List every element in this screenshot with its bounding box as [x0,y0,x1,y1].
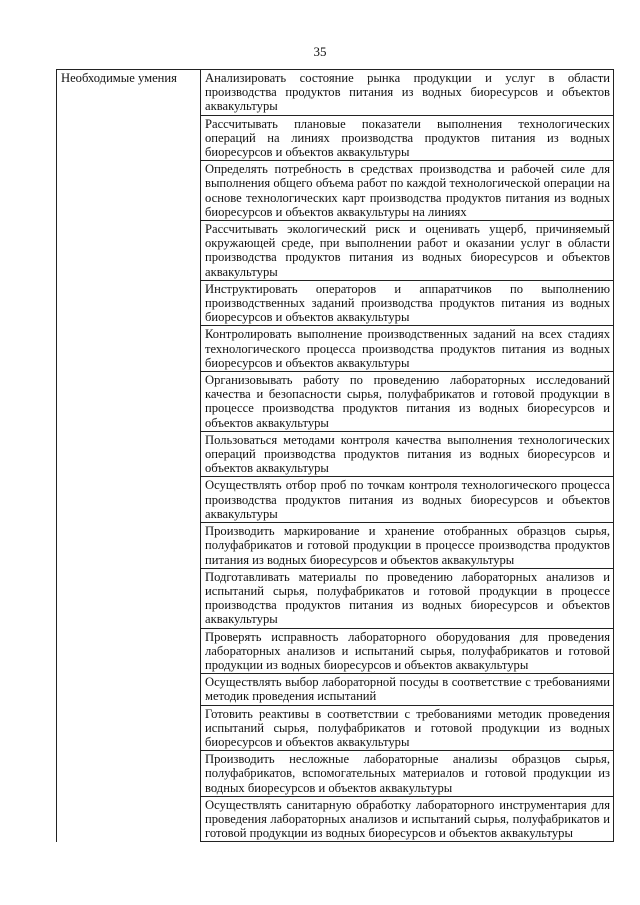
skills-table [56,69,614,842]
skill-item: Проверять исправность лабораторного оборудования для проведения лабораторных анализов и испытаний сырья, полуфабрикатов и готовой продукции из водных биоресурсов и объектов аквакультуры [201,628,614,674]
skill-item: Рассчитывать плановые показатели выполнения технологических операций на линиях производства продуктов питания из водных биоресурсов и объектов аквакультуры [201,115,614,161]
table-row [57,70,614,116]
skills-label-cell: Необходимые умения [57,70,201,842]
skill-item: Инструктировать операторов и аппаратчиков по выполнению производственных заданий производства продуктов питания из водных биоресурсов и объектов аквакультуры [201,280,614,326]
skill-item: Контролировать выполнение производственных заданий на всех стадиях технологического процесса производства продуктов питания из водных биоресурсов и объектов аквакультуры [201,326,614,372]
page-number: 35 [313,44,327,59]
skill-item: Подготавливать материалы по проведению лабораторных анализов и испытаний сырья, полуфабрикатов и готовой продукции в процессе производства продуктов питания из водных биоресурсов и объектов аквакультуры [201,568,614,628]
skill-item: Рассчитывать экологический риск и оценивать ущерб, причиняемый окружающей среде, при выполнении работ и оказании услуг в области производства продуктов питания из водных биоресурсов и объектов аквакультуры [201,221,614,281]
skill-item: Осуществлять санитарную обработку лабораторного инструментария для проведения лабораторных анализов и испытаний сырья, полуфабрикатов и готовой продукции из водных биоресурсов и объектов аквакультуры [201,796,614,842]
skill-item: Организовывать работу по проведению лабораторных исследований качества и безопасности сырья, полуфабрикатов и готовой продукции в процессе производства продуктов питания из водных биоресурсов и объектов аквакультуры [201,372,614,432]
skill-item: Производить несложные лабораторные анализы образцов сырья, полуфабрикатов, вспомогательных материалов и готовой продукции из водных биоресурсов и объектов аквакультуры [201,751,614,797]
skills-table-body [57,70,614,842]
skill-item: Анализировать состояние рынка продукции и услуг в области производства продуктов питания из водных биоресурсов и объектов аквакультуры [201,70,614,116]
skill-item: Определять потребность в средствах производства и рабочей силе для выполнения общего объема работ по каждой технологической операции на основе технологических карт производства продуктов питания из водных биоресурсов и объектов аквакультуры на линиях [201,161,614,221]
skill-item: Производить маркирование и хранение отобранных образцов сырья, полуфабрикатов и готовой продукции в процессе производства продуктов питания из водных биоресурсов и объектов аквакультуры [201,523,614,569]
skill-item: Пользоваться методами контроля качества выполнения технологических операций производства продуктов питания из водных биоресурсов и объектов аквакультуры [201,431,614,477]
skill-item: Осуществлять отбор проб по точкам контроля технологического процесса производства продуктов питания из водных биоресурсов и объектов аквакультуры [201,477,614,523]
skill-item: Осуществлять выбор лабораторной посуды в соответствие с требованиями методик проведения испытаний [201,674,614,705]
skill-item: Готовить реактивы в соответствии с требованиями методик проведения испытаний сырья, полуфабрикатов и готовой продукции из водных биоресурсов и объектов аквакультуры [201,705,614,751]
